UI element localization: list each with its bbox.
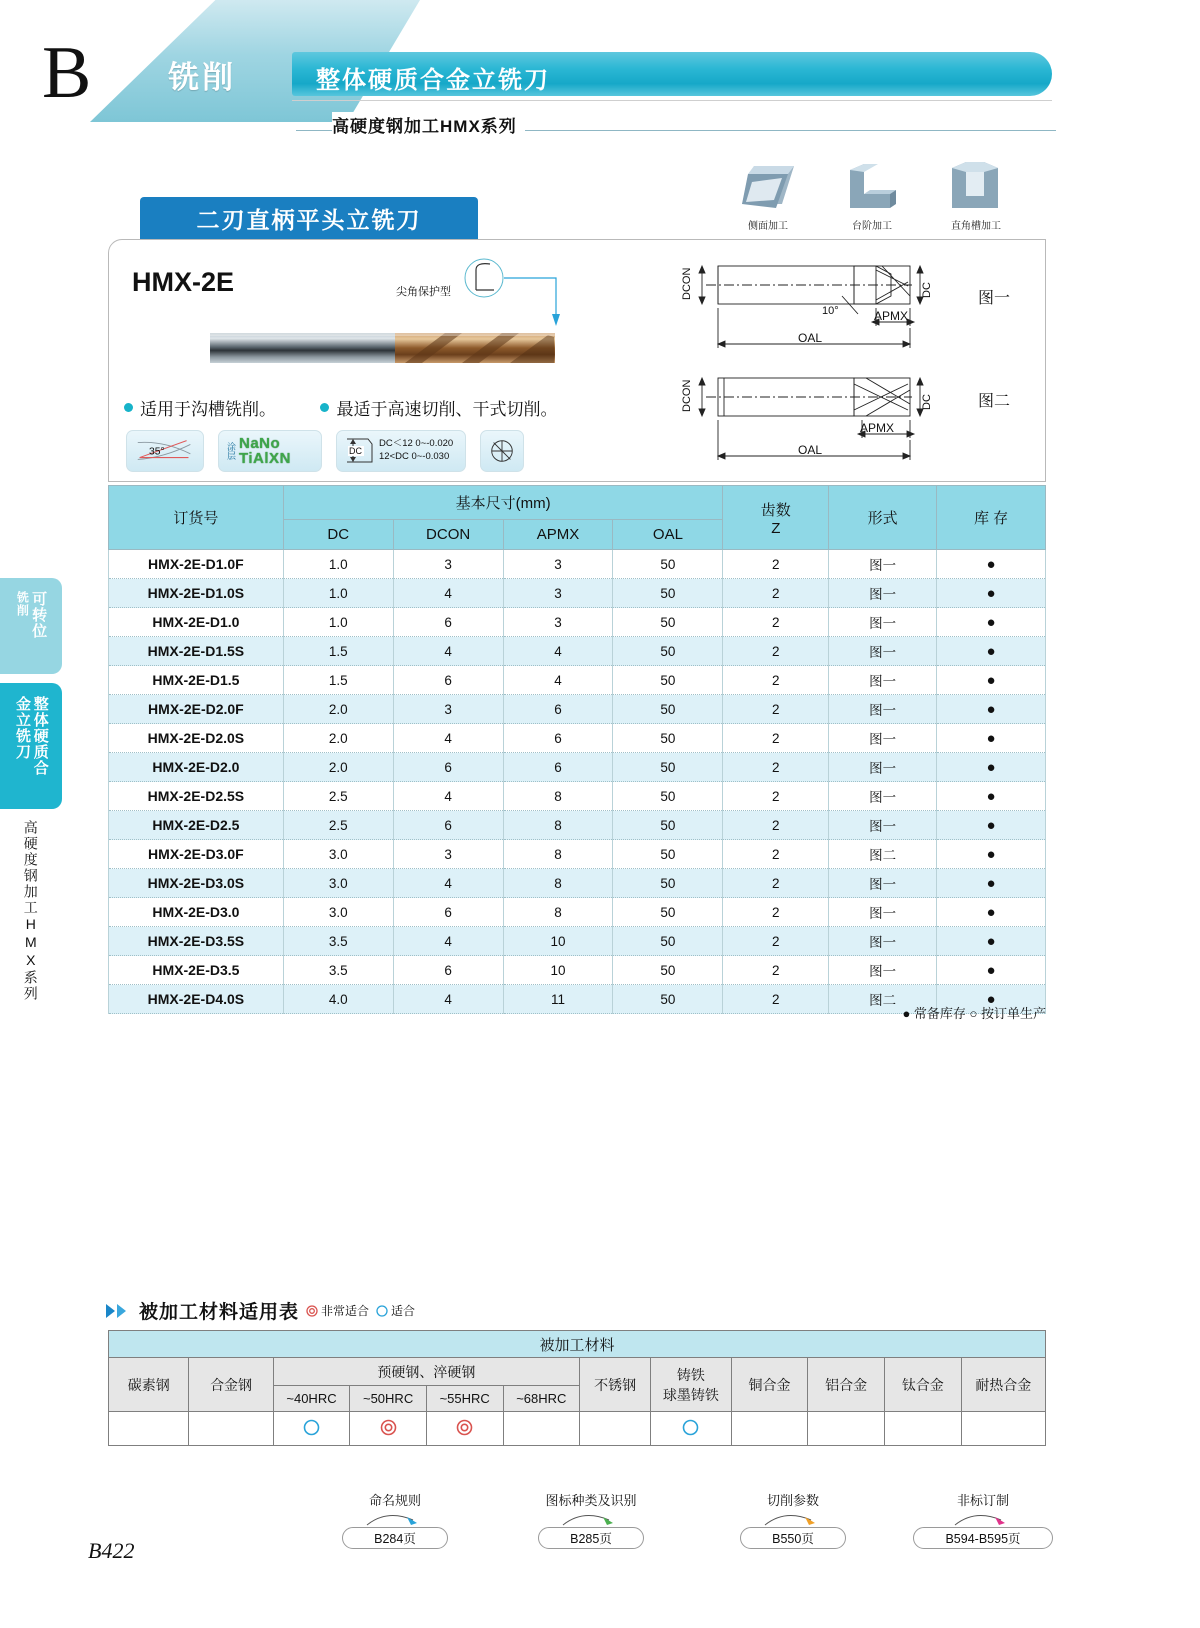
label-apmx: APMX bbox=[860, 421, 895, 435]
label-dc: DC bbox=[921, 394, 933, 410]
table-row bbox=[109, 695, 1046, 724]
feature-icons bbox=[126, 430, 524, 472]
cast-iron-line1: 铸铁 bbox=[676, 1366, 705, 1383]
dimension-drawing-fig2 bbox=[676, 364, 976, 479]
reference-link-title: 图标种类及识别 bbox=[545, 1493, 637, 1508]
cell-dc: 2.0 bbox=[283, 753, 393, 782]
cell-z: 2 bbox=[723, 927, 829, 956]
curved-arrow-icon bbox=[763, 1509, 823, 1527]
very-suitable-icon bbox=[456, 1419, 473, 1436]
cell-apmx: 8 bbox=[503, 782, 613, 811]
cell-stock: ● bbox=[937, 811, 1046, 840]
reference-link-title: 命名规则 bbox=[368, 1493, 421, 1508]
cell-form: 图一 bbox=[829, 927, 937, 956]
material-col-cast-iron bbox=[651, 1358, 732, 1412]
cell-apmx: 3 bbox=[503, 608, 613, 637]
cell-dc: 2.5 bbox=[283, 782, 393, 811]
reference-link[interactable] bbox=[698, 1490, 888, 1549]
cell-oal: 50 bbox=[613, 840, 723, 869]
cell-dcon: 6 bbox=[393, 753, 503, 782]
cell-z: 2 bbox=[723, 637, 829, 666]
material-col-heat-resistant: 耐热合金 bbox=[961, 1358, 1045, 1412]
table-row bbox=[109, 579, 1046, 608]
cell-dc: 1.0 bbox=[283, 608, 393, 637]
material-col-40hrc: ~40HRC bbox=[273, 1386, 350, 1412]
tolerance-text bbox=[379, 438, 453, 464]
cell-z: 2 bbox=[723, 550, 829, 579]
material-cell-10 bbox=[884, 1412, 961, 1446]
material-value-row bbox=[109, 1412, 1046, 1446]
side-tab-a-line1: 可转位 bbox=[30, 591, 48, 639]
cell-z: 2 bbox=[723, 608, 829, 637]
table-header-row-1 bbox=[109, 486, 1046, 520]
cell-code: HMX-2E-D3.5S bbox=[109, 927, 284, 956]
cell-dc: 1.5 bbox=[283, 666, 393, 695]
cell-stock: ● bbox=[937, 956, 1046, 985]
cell-apmx: 3 bbox=[503, 579, 613, 608]
specification-table bbox=[108, 485, 1046, 1014]
cell-z: 2 bbox=[723, 724, 829, 753]
cell-apmx: 8 bbox=[503, 811, 613, 840]
cell-dc: 3.0 bbox=[283, 840, 393, 869]
cell-dcon: 4 bbox=[393, 869, 503, 898]
cell-apmx: 6 bbox=[503, 724, 613, 753]
cell-stock: ● bbox=[937, 695, 1046, 724]
cell-dcon: 6 bbox=[393, 811, 503, 840]
header-category: 铣削 bbox=[168, 60, 236, 95]
table-row bbox=[109, 840, 1046, 869]
cell-stock: ● bbox=[937, 608, 1046, 637]
table-row bbox=[109, 811, 1046, 840]
material-cell-0 bbox=[109, 1412, 189, 1446]
cell-stock: ● bbox=[937, 579, 1046, 608]
label-dcon: DCON bbox=[681, 267, 693, 300]
suitable-icon bbox=[682, 1419, 699, 1436]
figure-one-label: 图一 bbox=[978, 290, 1011, 307]
table-row bbox=[109, 666, 1046, 695]
material-cell-7 bbox=[651, 1412, 732, 1446]
table-row bbox=[109, 898, 1046, 927]
material-col-55hrc: ~55HRC bbox=[426, 1386, 503, 1412]
cell-dc: 2.0 bbox=[283, 724, 393, 753]
material-cell-8 bbox=[731, 1412, 808, 1446]
figure-two-label: 图二 bbox=[978, 393, 1011, 410]
cell-z: 2 bbox=[723, 666, 829, 695]
cell-oal: 50 bbox=[613, 724, 723, 753]
cell-form: 图二 bbox=[829, 985, 937, 1014]
cell-code: HMX-2E-D4.0S bbox=[109, 985, 284, 1014]
cell-code: HMX-2E-D3.5 bbox=[109, 956, 284, 985]
cell-oal: 50 bbox=[613, 985, 723, 1014]
cell-code: HMX-2E-D1.5S bbox=[109, 637, 284, 666]
curved-arrow-icon bbox=[561, 1509, 621, 1527]
cell-apmx: 6 bbox=[503, 695, 613, 724]
bullet-dot-icon bbox=[124, 403, 133, 412]
operation-label: 侧面加工 bbox=[748, 221, 788, 232]
cell-form: 图一 bbox=[829, 956, 937, 985]
cell-dcon: 3 bbox=[393, 695, 503, 724]
material-cell-4 bbox=[426, 1412, 503, 1446]
feature-tolerance bbox=[336, 430, 466, 472]
header-rule-top bbox=[292, 100, 1052, 101]
label-oal: OAL bbox=[798, 443, 823, 457]
cell-form: 图一 bbox=[829, 695, 937, 724]
table-row bbox=[109, 782, 1046, 811]
cell-oal: 50 bbox=[613, 550, 723, 579]
cell-stock: ● bbox=[937, 753, 1046, 782]
table-row bbox=[109, 608, 1046, 637]
cell-oal: 50 bbox=[613, 811, 723, 840]
cell-dcon: 4 bbox=[393, 724, 503, 753]
key-suitable bbox=[376, 1302, 415, 1319]
bullet-text: 适用于沟槽铣削。 bbox=[140, 400, 276, 419]
tolerance-line1: DC＜12 0~-0.020 bbox=[379, 438, 454, 450]
cell-code: HMX-2E-D2.0F bbox=[109, 695, 284, 724]
cell-apmx: 8 bbox=[503, 840, 613, 869]
key-very-suitable-label: 非常适合 bbox=[321, 1304, 370, 1318]
table-row bbox=[109, 724, 1046, 753]
side-caption: 高硬度钢加工HMX系列 bbox=[22, 820, 39, 1002]
operation-label: 直角槽加工 bbox=[951, 221, 1001, 232]
helix-angle-value: 35° bbox=[149, 446, 165, 458]
table-row bbox=[109, 550, 1046, 579]
cell-form: 图一 bbox=[829, 869, 937, 898]
table-row bbox=[109, 637, 1046, 666]
cell-dc: 1.0 bbox=[283, 579, 393, 608]
cell-form: 图一 bbox=[829, 811, 937, 840]
cell-oal: 50 bbox=[613, 753, 723, 782]
reference-link-title: 非标订制 bbox=[956, 1493, 1009, 1508]
material-cell-5 bbox=[503, 1412, 580, 1446]
material-cell-2 bbox=[273, 1412, 350, 1446]
page-number: B422 bbox=[88, 1538, 135, 1563]
cell-form: 图一 bbox=[829, 550, 937, 579]
material-top-header: 被加工材料 bbox=[109, 1331, 1046, 1358]
cell-dcon: 4 bbox=[393, 985, 503, 1014]
cell-z: 2 bbox=[723, 782, 829, 811]
cell-dc: 2.0 bbox=[283, 695, 393, 724]
coating-label: 涂层 bbox=[226, 442, 236, 460]
stock-legend: ● 常备库存 ○ 按订单生产 bbox=[902, 1006, 1046, 1021]
col-oal: OAL bbox=[613, 520, 723, 550]
operation-side-milling bbox=[726, 160, 810, 232]
cell-apmx: 6 bbox=[503, 753, 613, 782]
label-apmx: APMX bbox=[874, 309, 909, 323]
col-form: 形式 bbox=[829, 486, 937, 550]
tip-protection-label: 尖角保护型 bbox=[396, 286, 451, 298]
col-teeth-line2: Z bbox=[771, 519, 781, 537]
reference-link-page[interactable]: B594-B595页 bbox=[913, 1527, 1053, 1549]
cell-oal: 50 bbox=[613, 898, 723, 927]
cell-dc: 3.5 bbox=[283, 927, 393, 956]
cell-code: HMX-2E-D2.0S bbox=[109, 724, 284, 753]
cell-form: 图一 bbox=[829, 637, 937, 666]
operation-label: 台阶加工 bbox=[852, 221, 892, 232]
material-col-alloy-steel: 合金钢 bbox=[189, 1358, 273, 1412]
cell-apmx: 11 bbox=[503, 985, 613, 1014]
cell-oal: 50 bbox=[613, 666, 723, 695]
label-oal: OAL bbox=[798, 331, 823, 345]
table-body bbox=[109, 550, 1046, 1014]
operation-slot-milling bbox=[934, 160, 1018, 232]
cell-stock: ● bbox=[937, 637, 1046, 666]
material-table-title: 被加工材料适用表 bbox=[139, 1302, 300, 1323]
label-dcon: DCON bbox=[681, 379, 693, 412]
cell-form: 图一 bbox=[829, 579, 937, 608]
tip-callout-icon bbox=[460, 256, 570, 336]
col-dc: DC bbox=[283, 520, 393, 550]
cell-stock: ● bbox=[937, 985, 1046, 1014]
product-title-banner bbox=[140, 197, 478, 239]
cell-stock: ● bbox=[937, 840, 1046, 869]
cell-form: 图一 bbox=[829, 724, 937, 753]
cell-stock: ● bbox=[937, 869, 1046, 898]
cell-dc: 3.5 bbox=[283, 956, 393, 985]
reference-link-page[interactable]: B550页 bbox=[740, 1527, 846, 1549]
key-very-suitable bbox=[306, 1302, 369, 1319]
table-row bbox=[109, 753, 1046, 782]
bullet-item bbox=[320, 395, 557, 420]
cell-dcon: 6 bbox=[393, 956, 503, 985]
page-header bbox=[0, 0, 1200, 150]
cell-stock: ● bbox=[937, 550, 1046, 579]
suitable-icon bbox=[303, 1419, 320, 1436]
cell-z: 2 bbox=[723, 956, 829, 985]
cell-dc: 2.5 bbox=[283, 811, 393, 840]
cell-dcon: 4 bbox=[393, 637, 503, 666]
material-top-row bbox=[109, 1331, 1046, 1358]
table-row bbox=[109, 927, 1046, 956]
material-suitability-table bbox=[108, 1330, 1046, 1446]
dimension-drawing-fig1 bbox=[676, 252, 976, 367]
table-head bbox=[109, 486, 1046, 550]
cell-z: 2 bbox=[723, 579, 829, 608]
cell-apmx: 10 bbox=[503, 956, 613, 985]
curved-arrow-icon bbox=[365, 1509, 425, 1527]
table-row bbox=[109, 869, 1046, 898]
cell-z: 2 bbox=[723, 869, 829, 898]
cell-dc: 1.0 bbox=[283, 550, 393, 579]
header-subtitle: 高硬度钢加工HMX系列 bbox=[332, 112, 525, 137]
slot-milling-icon bbox=[944, 160, 1008, 214]
tolerance-line2: 12<DC 0~-0.030 bbox=[379, 451, 450, 462]
cell-dcon: 3 bbox=[393, 840, 503, 869]
cell-z: 2 bbox=[723, 898, 829, 927]
product-title: 二刃直柄平头立铣刀 bbox=[196, 206, 422, 233]
cell-apmx: 8 bbox=[503, 869, 613, 898]
cell-code: HMX-2E-D2.0 bbox=[109, 753, 284, 782]
col-apmx: APMX bbox=[503, 520, 613, 550]
cell-oal: 50 bbox=[613, 869, 723, 898]
cell-apmx: 3 bbox=[503, 550, 613, 579]
double-chevron-icon bbox=[106, 1303, 132, 1319]
cell-stock: ● bbox=[937, 927, 1046, 956]
side-tab-a-line2: 铣削 bbox=[15, 591, 30, 617]
helix-angle-icon bbox=[134, 434, 196, 468]
coating-name-line2: TiAlXN bbox=[239, 450, 291, 467]
side-tab-indexable[interactable] bbox=[0, 578, 62, 674]
cell-code: HMX-2E-D1.0 bbox=[109, 608, 284, 637]
cell-dcon: 3 bbox=[393, 550, 503, 579]
material-col-copper: 铜合金 bbox=[731, 1358, 808, 1412]
feature-helix-angle bbox=[126, 430, 204, 472]
cell-dcon: 6 bbox=[393, 608, 503, 637]
side-tabs bbox=[0, 578, 64, 809]
reference-links bbox=[300, 1490, 1060, 1550]
cell-form: 图一 bbox=[829, 782, 937, 811]
material-cell-3 bbox=[350, 1412, 427, 1446]
bullet-text: 最适于高速切削、干式切削。 bbox=[336, 400, 558, 419]
cell-stock: ● bbox=[937, 782, 1046, 811]
cell-code: HMX-2E-D3.0F bbox=[109, 840, 284, 869]
cell-oal: 50 bbox=[613, 782, 723, 811]
operation-step-milling bbox=[830, 160, 914, 232]
cell-dcon: 4 bbox=[393, 927, 503, 956]
col-dcon: DCON bbox=[393, 520, 503, 550]
cell-z: 2 bbox=[723, 811, 829, 840]
cell-stock: ● bbox=[937, 898, 1046, 927]
label-dc: DC bbox=[921, 282, 933, 298]
side-tab-b-line1: 整体硬质合 bbox=[31, 696, 49, 776]
header-title: 整体硬质合金立铣刀 bbox=[316, 67, 550, 94]
bullet-item bbox=[124, 395, 276, 420]
cell-oal: 50 bbox=[613, 956, 723, 985]
key-suitable-label: 适合 bbox=[391, 1304, 416, 1318]
cell-apmx: 8 bbox=[503, 898, 613, 927]
cell-form: 图一 bbox=[829, 898, 937, 927]
col-teeth-line1: 齿数 bbox=[760, 501, 791, 519]
cell-dc: 4.0 bbox=[283, 985, 393, 1014]
cell-oal: 50 bbox=[613, 579, 723, 608]
cell-z: 2 bbox=[723, 840, 829, 869]
cell-code: HMX-2E-D1.5 bbox=[109, 666, 284, 695]
cell-apmx: 10 bbox=[503, 927, 613, 956]
dc-tolerance-icon bbox=[344, 435, 374, 467]
reference-link-page[interactable]: B285页 bbox=[538, 1527, 644, 1549]
material-col-aluminum: 铝合金 bbox=[808, 1358, 885, 1412]
side-tab-solid-carbide[interactable] bbox=[0, 683, 62, 809]
cell-oal: 50 bbox=[613, 927, 723, 956]
material-col-stainless: 不锈钢 bbox=[580, 1358, 651, 1412]
cell-code: HMX-2E-D3.0 bbox=[109, 898, 284, 927]
bullet-dot-icon bbox=[320, 403, 329, 412]
cell-z: 2 bbox=[723, 985, 829, 1014]
material-cell-6 bbox=[580, 1412, 651, 1446]
cell-code: HMX-2E-D3.0S bbox=[109, 869, 284, 898]
cell-oal: 50 bbox=[613, 695, 723, 724]
cell-dcon: 4 bbox=[393, 782, 503, 811]
cell-oal: 50 bbox=[613, 637, 723, 666]
col-basic-dims: 基本尺寸(mm) bbox=[283, 486, 723, 520]
cell-apmx: 4 bbox=[503, 666, 613, 695]
suitable-icon bbox=[376, 1305, 388, 1317]
table-row bbox=[109, 956, 1046, 985]
material-col-68hrc: ~68HRC bbox=[503, 1386, 580, 1412]
col-stock: 库 存 bbox=[937, 486, 1046, 550]
cell-z: 2 bbox=[723, 753, 829, 782]
coating-name-line1: NaNo bbox=[239, 435, 281, 452]
cast-iron-line2: 球墨铸铁 bbox=[662, 1386, 719, 1403]
cell-form: 图一 bbox=[829, 753, 937, 782]
coating-name bbox=[239, 436, 291, 466]
cell-code: HMX-2E-D2.5 bbox=[109, 811, 284, 840]
product-bullets bbox=[124, 395, 624, 420]
cell-form: 图一 bbox=[829, 608, 937, 637]
very-suitable-icon bbox=[380, 1419, 397, 1436]
material-col-50hrc: ~50HRC bbox=[350, 1386, 427, 1412]
material-group-prehardened: 预硬钢、淬硬钢 bbox=[273, 1358, 579, 1386]
cell-dc: 3.0 bbox=[283, 869, 393, 898]
cell-apmx: 4 bbox=[503, 637, 613, 666]
reference-link-page[interactable]: B284页 bbox=[342, 1527, 448, 1549]
cell-z: 2 bbox=[723, 695, 829, 724]
side-tab-b-line2: 金立铣刀 bbox=[14, 696, 31, 760]
step-milling-icon bbox=[840, 160, 904, 214]
cell-dcon: 4 bbox=[393, 579, 503, 608]
material-col-carbon-steel: 碳素钢 bbox=[109, 1358, 189, 1412]
operation-icons bbox=[726, 160, 1026, 238]
cell-stock: ● bbox=[937, 666, 1046, 695]
cell-code: HMX-2E-D2.5S bbox=[109, 782, 284, 811]
label-angle: 10° bbox=[822, 305, 839, 317]
material-cell-9 bbox=[808, 1412, 885, 1446]
end-mill-photo bbox=[210, 325, 555, 371]
cell-dc: 3.0 bbox=[283, 898, 393, 927]
cell-oal: 50 bbox=[613, 608, 723, 637]
material-cell-11 bbox=[961, 1412, 1045, 1446]
material-col-titanium: 钛合金 bbox=[884, 1358, 961, 1412]
reference-link[interactable] bbox=[300, 1490, 490, 1549]
col-teeth bbox=[723, 486, 829, 550]
material-cell-1 bbox=[189, 1412, 273, 1446]
product-name: HMX-2E bbox=[132, 267, 235, 297]
feature-end-type bbox=[480, 430, 524, 472]
reference-link[interactable] bbox=[496, 1490, 686, 1549]
end-face-icon bbox=[488, 435, 516, 467]
cell-code: HMX-2E-D1.0S bbox=[109, 579, 284, 608]
cell-code: HMX-2E-D1.0F bbox=[109, 550, 284, 579]
col-order-no: 订货号 bbox=[109, 486, 284, 550]
very-suitable-icon bbox=[306, 1305, 318, 1317]
section-letter: B bbox=[42, 32, 92, 114]
cell-form: 图二 bbox=[829, 840, 937, 869]
cell-stock: ● bbox=[937, 724, 1046, 753]
material-section-header bbox=[106, 1297, 415, 1324]
reference-link-title: 切削参数 bbox=[766, 1493, 819, 1508]
cell-form: 图一 bbox=[829, 666, 937, 695]
cell-dcon: 6 bbox=[393, 666, 503, 695]
dc-symbol: DC bbox=[349, 446, 362, 456]
side-milling-icon bbox=[736, 160, 800, 214]
cell-dc: 1.5 bbox=[283, 637, 393, 666]
reference-link[interactable] bbox=[888, 1490, 1078, 1549]
feature-coating bbox=[218, 430, 322, 472]
cell-dcon: 6 bbox=[393, 898, 503, 927]
curved-arrow-icon bbox=[953, 1509, 1013, 1527]
material-group-row bbox=[109, 1358, 1046, 1386]
